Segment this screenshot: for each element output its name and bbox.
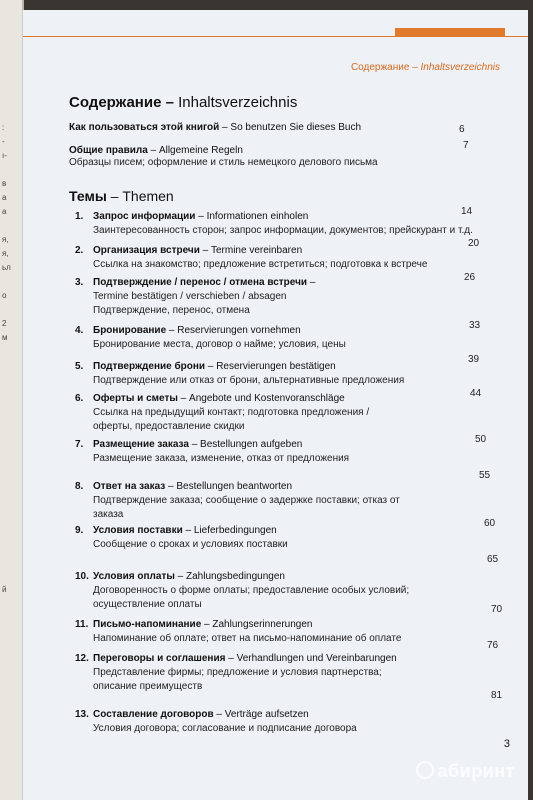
toc-entry-page: 20 xyxy=(468,238,480,249)
running-head xyxy=(351,62,500,73)
watermark xyxy=(416,761,515,782)
toc-entry-desc: описание преимуществ xyxy=(93,681,203,692)
toc-entry-desc: заказа xyxy=(93,509,124,520)
toc-entry-dash: – xyxy=(182,525,194,536)
book-page xyxy=(22,10,528,800)
toc-entry-desc: оферты, предоставление скидки xyxy=(93,421,245,432)
toc-entry-de: Reservierungen bestätigen xyxy=(216,361,336,372)
toc-entry-ru: Условия оплаты xyxy=(93,571,175,582)
left-page-fragment: в xyxy=(2,179,7,188)
header-accent-line xyxy=(23,36,528,37)
toc-entry xyxy=(75,708,475,736)
toc-entry-ru: Запрос информации xyxy=(93,211,196,222)
toc-entry-number: 1. xyxy=(75,211,84,222)
toc-entry-number: 13. xyxy=(75,709,89,720)
intro-entry-page: 7 xyxy=(463,140,469,151)
left-page-fragment xyxy=(2,218,20,232)
toc-entry xyxy=(75,570,475,612)
left-page-fragment xyxy=(2,526,20,540)
left-page-fragment xyxy=(2,372,20,386)
page-title-de: Inhaltsverzeichnis xyxy=(178,94,298,111)
toc-entry-de: Verträge aufsetzen xyxy=(224,709,309,720)
toc-entry xyxy=(75,438,475,466)
left-page-fragment: а xyxy=(2,193,7,202)
toc-entry-dash: – xyxy=(188,439,201,450)
left-page-fragment: о xyxy=(2,291,7,300)
left-page-fragment xyxy=(2,414,20,428)
toc-entry-de: Zahlungsbedingungen xyxy=(186,571,285,582)
toc-entry-ru: Размещение заказа xyxy=(93,439,189,450)
toc-entry xyxy=(75,618,475,646)
toc-entry-de: Bestellungen beantworten xyxy=(176,481,293,492)
left-page-fragment: 2 xyxy=(2,319,7,328)
toc-entry-de: Verhandlungen und Vereinbarungen xyxy=(236,653,397,664)
toc-entry-page: 44 xyxy=(470,388,482,399)
left-page-fragment xyxy=(2,470,20,484)
toc-entry-dash: – xyxy=(205,361,217,372)
toc-entry-ru: Организация встречи xyxy=(93,245,200,256)
left-page-fragment xyxy=(2,302,20,316)
left-page-fragment xyxy=(2,498,20,512)
toc-entry-number: 7. xyxy=(75,439,84,450)
page-number: 3 xyxy=(503,738,510,750)
toc-entry-ru: Оферты и сметы xyxy=(93,393,178,404)
toc-entry xyxy=(75,244,475,272)
toc-entry-heading xyxy=(75,392,475,406)
toc-entry-number: 2. xyxy=(75,245,84,256)
toc-entry-desc: Напоминание об оплате; ответ на письмо-напоминание об оплате xyxy=(93,633,402,644)
toc-entry-page: 76 xyxy=(487,640,499,651)
toc-entry-ru: Подтверждение брони xyxy=(93,361,206,372)
toc-entry-page: 60 xyxy=(484,518,496,529)
left-page-fragment: я, xyxy=(2,249,9,258)
toc-entry-number: 3. xyxy=(75,277,84,288)
toc-entry-heading xyxy=(75,324,475,338)
toc-entry-desc: Бронирование места, договор о найме; условия, цены xyxy=(93,339,346,350)
toc-entry-dash: – xyxy=(225,653,237,664)
left-page-fragment xyxy=(2,428,20,442)
left-page-fragment: м xyxy=(2,333,8,342)
toc-entry-page: 65 xyxy=(487,554,499,565)
left-page-fragment xyxy=(2,344,20,358)
toc-entry-dash: – xyxy=(195,211,207,222)
toc-entry-number: 8. xyxy=(75,481,84,492)
toc-entry xyxy=(75,276,475,318)
toc-entry-heading xyxy=(75,524,475,538)
toc-entry-de: Termine vereinbaren xyxy=(210,245,303,256)
watermark-text: абиринт xyxy=(437,761,515,781)
left-page-fragment: я, xyxy=(2,235,9,244)
toc-entry-dash: – xyxy=(177,393,190,404)
intro-entry-ru: Как пользоваться этой книгой xyxy=(69,122,220,133)
toc-entry-ru: Составление договоров xyxy=(93,709,214,720)
toc-entry-heading xyxy=(75,438,475,452)
toc-entry-de: Termine bestätigen / verschieben / absagen xyxy=(93,291,287,302)
toc-entry-dash: – xyxy=(307,277,316,288)
toc-entry-heading xyxy=(75,360,475,374)
left-page-fragment xyxy=(2,274,20,288)
intro-entry-de: So benutzen Sie dieses Buch xyxy=(230,122,362,133)
left-page-fragment xyxy=(2,456,20,470)
left-page-edge xyxy=(0,0,24,800)
page-title-ru: Содержание – xyxy=(69,94,174,111)
toc-entry-heading xyxy=(75,244,475,258)
themes-heading: Темы – Themen xyxy=(69,188,174,204)
left-page-fragment xyxy=(2,358,20,372)
left-page-fragment xyxy=(2,442,20,456)
toc-entry-desc: Договоренность о форме оплаты; предоставление особых условий; xyxy=(93,585,410,596)
toc-entry-desc: Условия договора; согласование и подписание договора xyxy=(93,723,357,734)
toc-entry-desc: Ссылка на предыдущий контакт; подготовка предложения / xyxy=(93,407,370,418)
toc-entry-ru: Бронирование xyxy=(93,325,167,336)
toc-entry-dash: – xyxy=(201,619,213,630)
toc-entry-dash: – xyxy=(166,325,178,336)
toc-entry-heading xyxy=(75,570,475,584)
toc-entry-desc: Подтверждение, перенос, отмена xyxy=(93,305,250,316)
toc-entry-dash: – xyxy=(199,245,211,256)
toc-entry-page: 39 xyxy=(468,354,480,365)
toc-entry-ru: Подтверждение / перенос / отмена встречи xyxy=(93,277,308,288)
toc-entry-page: 26 xyxy=(464,272,476,283)
toc-entry-desc: Сообщение о сроках и условиях поставки xyxy=(93,539,288,550)
toc-entry-heading xyxy=(75,652,475,666)
toc-entry-ru: Переговоры и соглашения xyxy=(93,653,226,664)
toc-entry-ru: Ответ на заказ xyxy=(93,481,166,492)
toc-entry-heading xyxy=(75,708,475,722)
left-page-fragment: а xyxy=(2,207,7,216)
toc-entry-page: 55 xyxy=(479,470,491,481)
toc-entry-page: 14 xyxy=(461,206,473,217)
toc-entry xyxy=(75,392,475,434)
toc-entry-dash: – xyxy=(165,481,177,492)
toc-entry-de: Lieferbedingungen xyxy=(193,525,277,536)
toc-entry-heading xyxy=(75,618,475,632)
left-page-fragment xyxy=(2,568,20,582)
toc-entry-de: Reservierungen vornehmen xyxy=(177,325,301,336)
toc-entry-page: 50 xyxy=(475,434,487,445)
left-page-fragment xyxy=(2,386,20,400)
intro-entry-page: 6 xyxy=(459,124,465,135)
left-page-fragments xyxy=(2,120,20,596)
themes-heading-de: Themen xyxy=(122,188,174,204)
toc-entry-dash: – xyxy=(174,571,187,582)
toc-entry-heading xyxy=(75,480,475,494)
toc-entry-heading xyxy=(75,276,475,290)
toc-entry-number: 11. xyxy=(75,619,89,630)
toc-entry-de: Zahlungserinnerungen xyxy=(212,619,313,630)
themes-heading-ru: Темы xyxy=(69,188,107,204)
toc-entry xyxy=(75,524,475,552)
toc-entry-desc: осуществление оплаты xyxy=(93,599,202,610)
left-page-fragment xyxy=(2,540,20,554)
toc-entry-ru: Условия поставки xyxy=(93,525,183,536)
left-page-fragment: : xyxy=(2,123,5,132)
toc-entry-number: 10. xyxy=(75,571,89,582)
running-head-de: Inhaltsverzeichnis xyxy=(420,62,500,73)
left-page-fragment xyxy=(2,554,20,568)
toc-entry xyxy=(75,210,475,238)
left-page-fragment: ьл xyxy=(2,263,11,272)
toc-entry-de: Angebote und Kostenvoranschläge xyxy=(189,393,345,404)
toc-entry-number: 12. xyxy=(75,653,89,664)
toc-entry-desc: Представление фирмы; предложение и условия партнерства; xyxy=(93,667,382,678)
left-page-fragment xyxy=(2,162,20,176)
left-page-fragment xyxy=(2,484,20,498)
toc-entry xyxy=(75,324,475,352)
toc-entry-de: Bestellungen aufgeben xyxy=(200,439,303,450)
toc-entry-desc: Ссылка на знакомство; предложение встретиться; подготовка к встрече xyxy=(93,259,428,270)
intro-entry-how-to-use: Как пользоваться этой книгой – So benutzen Sie dieses Buch xyxy=(69,122,362,133)
toc-entry-desc: Подтверждение заказа; сообщение о задержке поставки; отказ от xyxy=(93,495,400,506)
left-page-fragment xyxy=(2,400,20,414)
toc-entry-de: Informationen einholen xyxy=(206,211,309,222)
intro-entry-desc: Образцы писем; оформление и стиль немецкого делового письма xyxy=(69,157,378,168)
left-page-fragment: й xyxy=(2,585,7,594)
toc-entry-page: 33 xyxy=(469,320,481,331)
intro-entry-ru: Общие правила xyxy=(69,145,148,156)
page-title xyxy=(69,94,297,111)
toc-entry xyxy=(75,652,475,694)
toc-entry-number: 5. xyxy=(75,361,84,372)
toc-entry-page: 70 xyxy=(491,604,503,615)
intro-entry-de: Allgemeine Regeln xyxy=(158,145,243,156)
toc-entry-number: 6. xyxy=(75,393,84,404)
intro-entry-general-rules: Общие правила – Allgemeine Regeln Образцы писем; оформление и стиль немецкого делового письма xyxy=(69,145,479,170)
running-head-ru: Содержание – xyxy=(350,62,418,73)
toc-entry-desc: Размещение заказа, изменение, отказ от предложения xyxy=(93,453,350,464)
labirint-logo-icon xyxy=(416,761,434,779)
left-page-fragment xyxy=(2,512,20,526)
toc-entry-heading xyxy=(75,210,475,224)
toc-entry-number: 9. xyxy=(75,525,84,536)
toc-entry-desc: Подтверждение или отказ от брони, альтернативные предложения xyxy=(93,375,405,386)
left-page-fragment: - xyxy=(2,137,5,146)
toc-entry-ru: Письмо-напоминание xyxy=(93,619,202,630)
left-page-fragment: ı- xyxy=(2,151,7,160)
toc-entry-desc: Заинтересованность сторон; запрос информации, документов; прейскурант и т.д. xyxy=(93,225,473,236)
toc-entry xyxy=(75,360,475,388)
toc-entry-number: 4. xyxy=(75,325,84,336)
toc-entry-page: 81 xyxy=(491,690,503,701)
toc-entry xyxy=(75,480,475,522)
toc-entry-dash: – xyxy=(213,709,225,720)
